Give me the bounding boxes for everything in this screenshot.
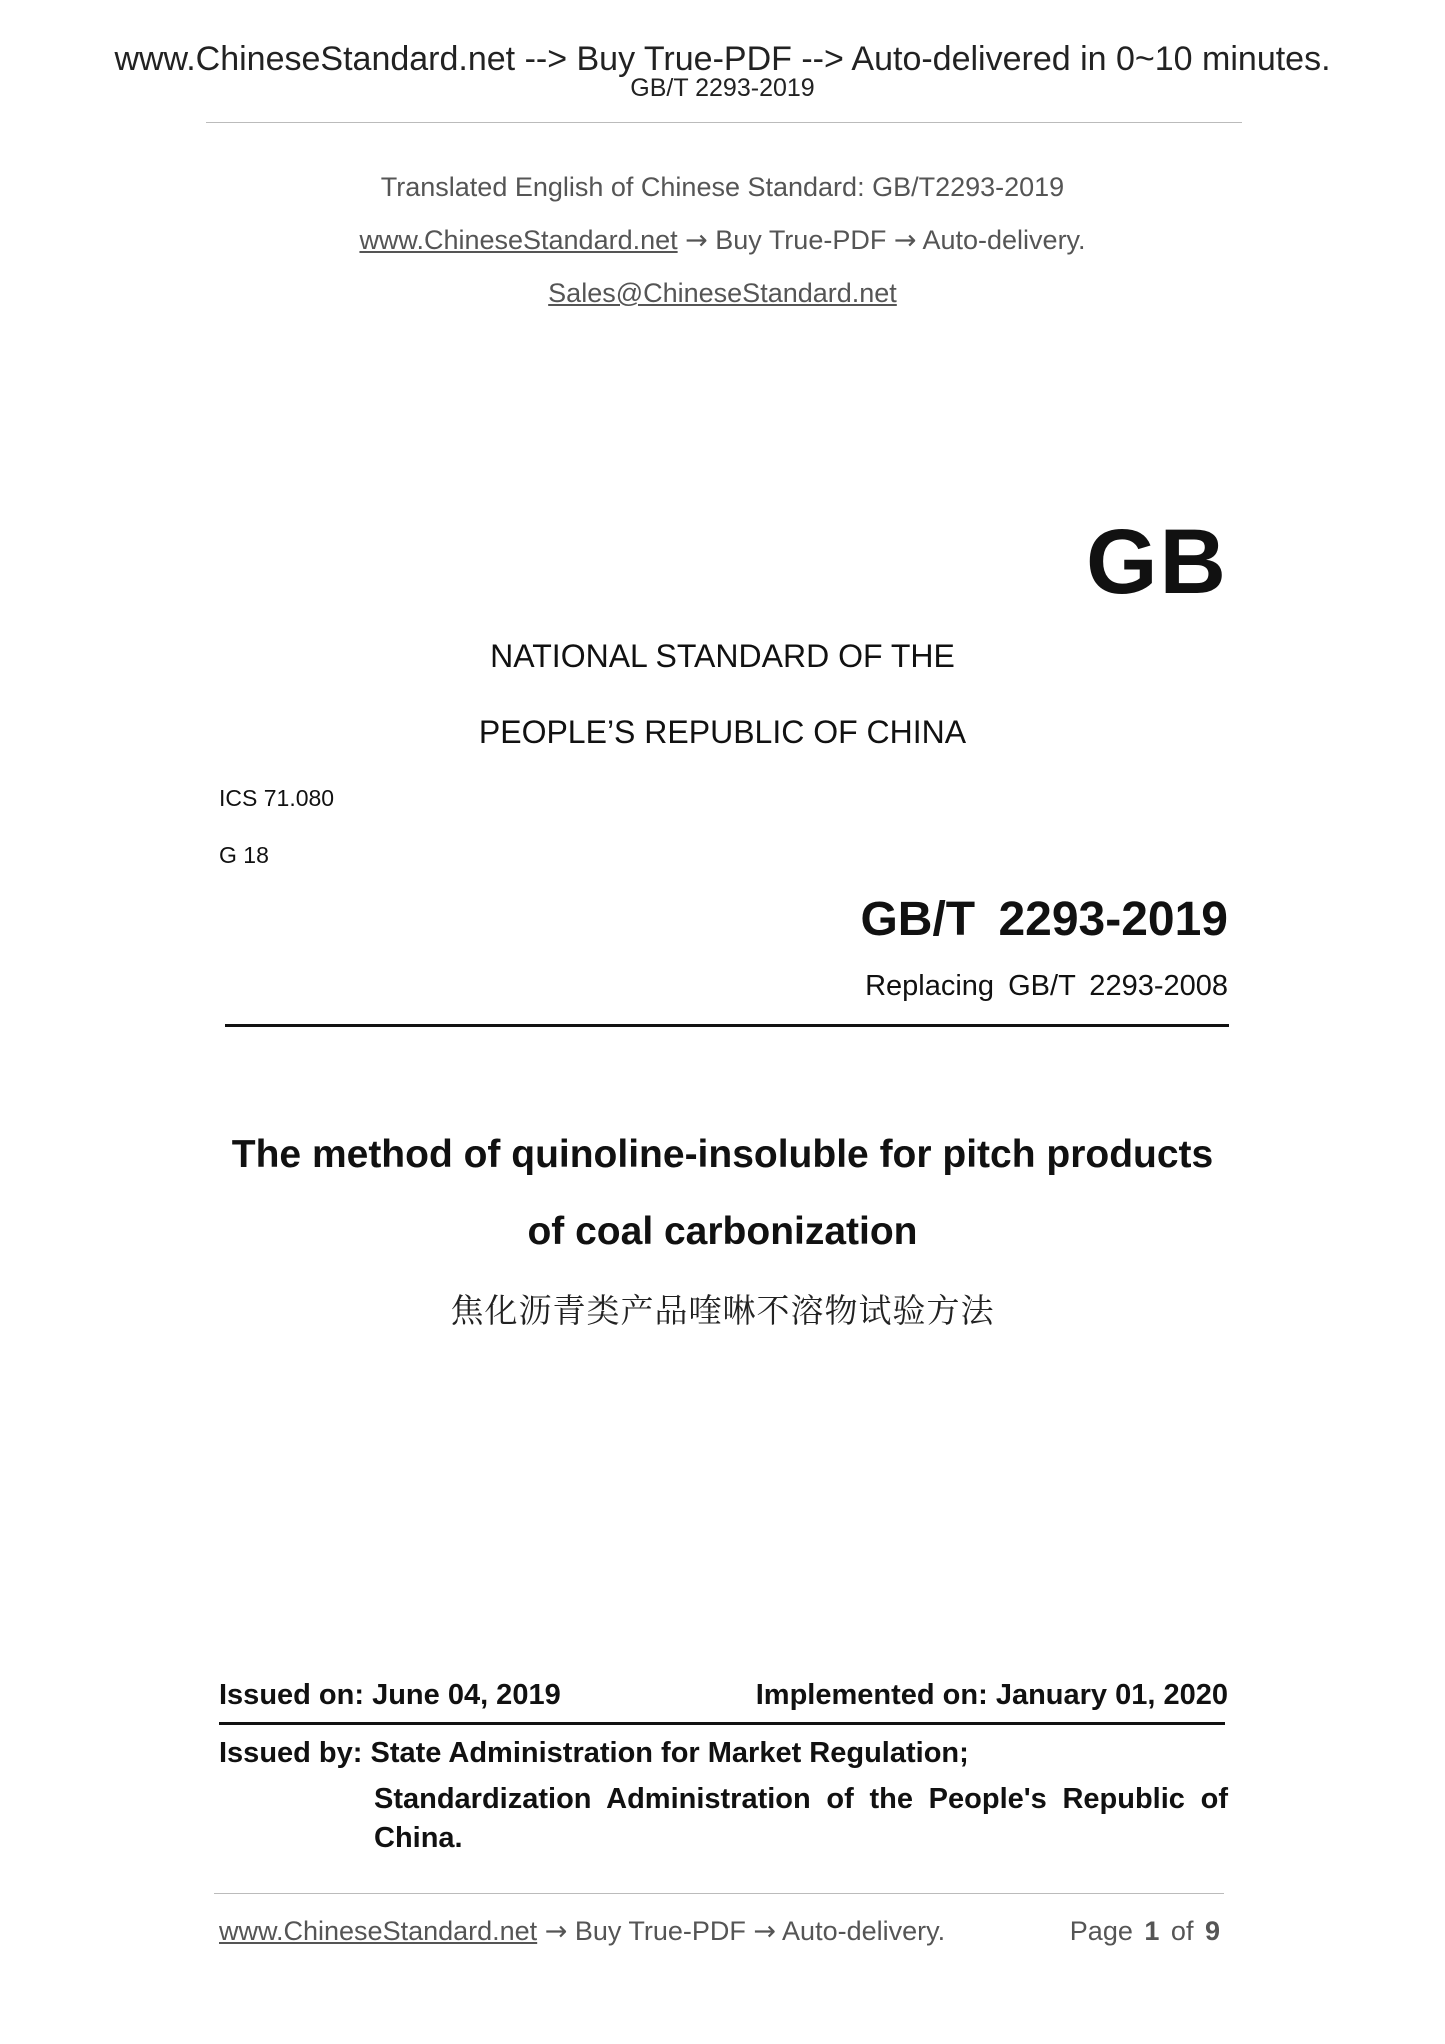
- standard-code: GB/T 2293-2019: [860, 893, 1228, 946]
- top-banner: www.ChineseStandard.net --> Buy True-PDF --> Auto-delivered in 0~10 minutes.: [114, 40, 1331, 78]
- site-link[interactable]: www.ChineseStandard.net: [359, 225, 678, 255]
- page-indicator: [1070, 1916, 1220, 1947]
- chinese-title: 焦化沥青类产品喹啉不溶物试验方法: [450, 1292, 995, 1329]
- page-current: 1: [1144, 1916, 1160, 1946]
- g-classification: G 18: [219, 842, 269, 868]
- page-of: of: [1170, 1916, 1194, 1946]
- replacing-standard: Replacing GB/T 2293-2008: [865, 970, 1228, 1002]
- title-divider: [225, 1024, 1229, 1027]
- footer-site-link[interactable]: www.ChineseStandard.net: [219, 1916, 538, 1946]
- issued-by: Issued by: State Administration for Market Regulation;: [219, 1737, 969, 1769]
- translated-line: Translated English of Chinese Standard: GB/T2293-2019: [380, 172, 1065, 202]
- issued-by-end: China.: [374, 1822, 463, 1854]
- arrow-right-icon: →: [685, 225, 708, 256]
- footer-delivery-line: [219, 1916, 945, 1947]
- ics-code: ICS 71.080: [219, 785, 335, 811]
- page-label: Page: [1069, 1916, 1133, 1946]
- document-title-line1: The method of quinoline-insoluble for pitch products: [231, 1133, 1214, 1176]
- buy-true-pdf-text: Buy True-PDF: [715, 225, 887, 255]
- document-title-line2: of coal carbonization: [527, 1210, 918, 1253]
- footer-auto-text: Auto-delivery.: [782, 1916, 946, 1946]
- gb-mark: GB: [1086, 511, 1228, 613]
- sales-email-link[interactable]: Sales@ChineseStandard.net: [548, 278, 897, 308]
- site-delivery-line: [0, 225, 1445, 256]
- national-standard-line2: PEOPLE’S REPUBLIC OF CHINA: [478, 714, 967, 750]
- arrow-right-icon: →: [544, 1916, 568, 1947]
- issued-by-continued: Standardization Administration of the People's Republic of: [374, 1783, 1228, 1815]
- implemented-on-date: Implemented on: January 01, 2020: [755, 1679, 1228, 1711]
- arrow-right-icon: →: [753, 1916, 777, 1947]
- header-standard-code: GB/T 2293-2019: [630, 74, 815, 102]
- footer-buy-text: Buy True-PDF: [574, 1916, 746, 1946]
- auto-delivery-text: Auto-delivery.: [922, 225, 1086, 255]
- national-standard-line1: NATIONAL STANDARD OF THE: [490, 638, 955, 674]
- email-line: [0, 278, 1445, 309]
- issued-on-date: Issued on: June 04, 2019: [219, 1679, 561, 1711]
- page-total: 9: [1204, 1916, 1220, 1946]
- arrow-right-icon: →: [893, 225, 917, 256]
- header-divider: [206, 122, 1242, 123]
- footer-divider: [214, 1893, 1224, 1894]
- issuance-divider: [219, 1722, 1225, 1725]
